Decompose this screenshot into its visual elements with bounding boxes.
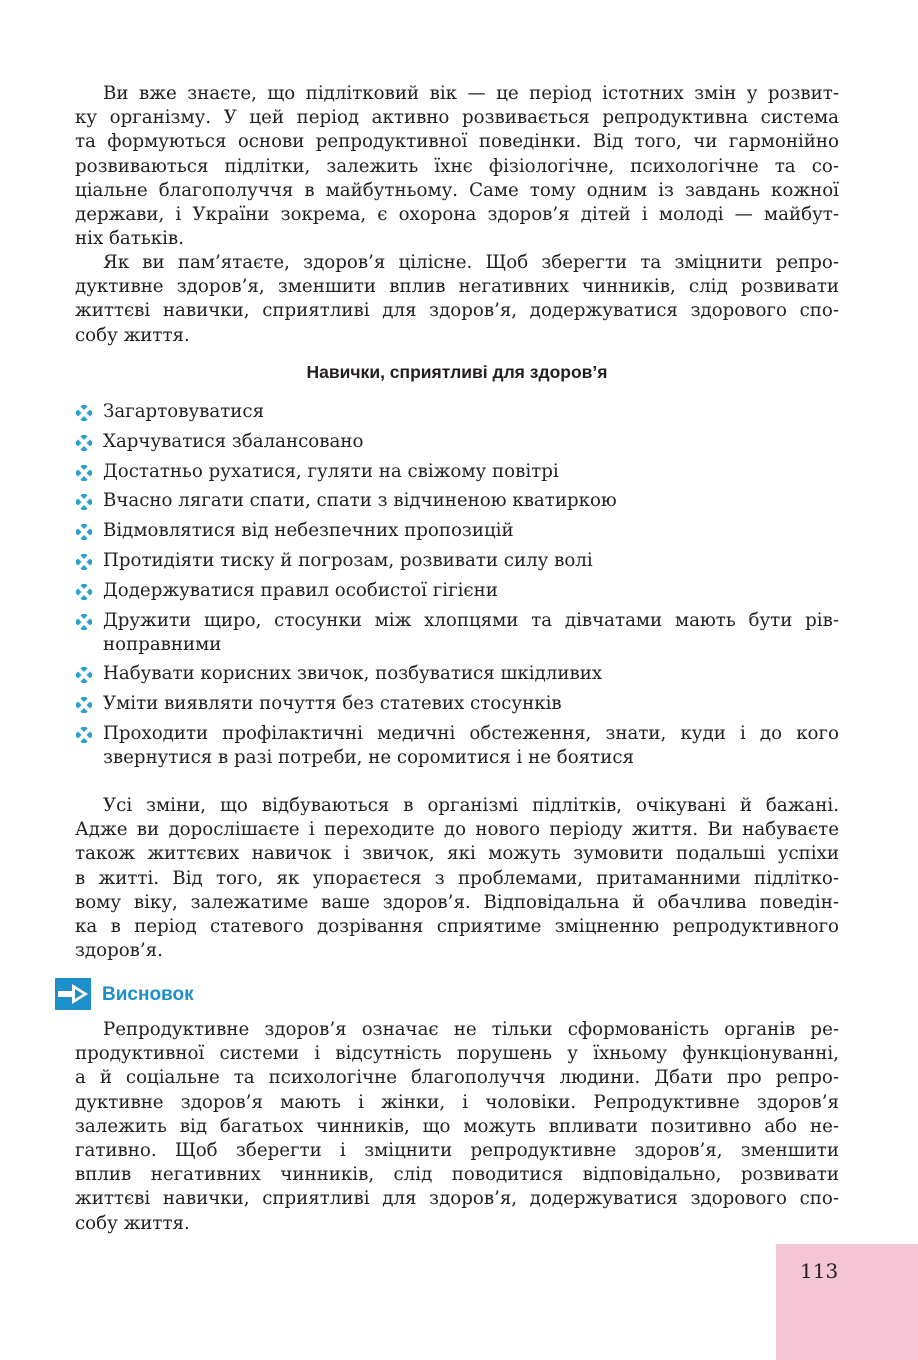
text-line: в житті. Від того, як упораєтеся з проблемами, притаманними підлітко- bbox=[75, 867, 839, 889]
skill-item bbox=[75, 609, 839, 657]
text-line: Ви вже знаєте, що підлітковий вік — це період істотних змін у розвит- bbox=[103, 83, 839, 104]
intro-paragraph bbox=[75, 82, 839, 251]
skill-item bbox=[75, 400, 839, 424]
text-line: Адже ви дорослішаєте і переходите до нового періоду життя. Ви набуваєте bbox=[75, 819, 839, 841]
diamond-cluster-icon bbox=[76, 554, 92, 570]
text-line: життєві навички, сприятливі для здоров’я, додержуватися здорового спо- bbox=[75, 1188, 839, 1210]
text-line: дуктивне здоров’я мають і жінки, і чоловіки. Репродуктивне здоров’я bbox=[75, 1091, 839, 1113]
diamond-cluster-icon bbox=[76, 697, 92, 713]
diamond-cluster-icon bbox=[76, 524, 92, 540]
skills-heading: Навички, сприятливі для здоров’я bbox=[306, 362, 608, 382]
text-line: Репродуктивне здоров’я означає не тільки сформованість органів ре- bbox=[103, 1019, 839, 1040]
skill-text: звернутися в разі потреби, не соромитися і не боятися bbox=[103, 746, 634, 768]
text-line: вому віку, залежатиме ваше здоров’я. Відповідальна й обачлива поведін- bbox=[75, 891, 839, 913]
diamond-cluster-icon bbox=[76, 405, 92, 421]
skills-list bbox=[75, 400, 839, 776]
skill-text: Відмовлятися від небезпечних пропозицій bbox=[103, 520, 514, 542]
page-number: 113 bbox=[800, 1259, 839, 1283]
text-line: Усі зміни, що відбуваються в організмі підлітків, очікувані й бажані. bbox=[103, 795, 839, 816]
skill-item bbox=[75, 519, 839, 543]
diamond-cluster-icon bbox=[76, 494, 92, 510]
skill-text: Протидіяти тиску й погрозам, розвивати силу волі bbox=[103, 549, 593, 571]
skill-item bbox=[75, 489, 839, 513]
skill-text: Уміти виявляти почуття без статевих стосунків bbox=[103, 693, 562, 715]
text-line: дуктивне здоров’я, зменшити вплив негативних чинників, слід розвивати bbox=[75, 276, 839, 298]
conclusion-title: Висновок bbox=[102, 984, 194, 1005]
text-line: держави, і України зокрема, є охорона здоров’я дітей і молоді — майбут- bbox=[75, 203, 839, 225]
text-line: та формуються основи репродуктивної поведінки. Від того, чи гармонійно bbox=[75, 131, 839, 153]
skill-item bbox=[75, 692, 839, 716]
diamond-cluster-icon bbox=[76, 614, 92, 630]
skill-item bbox=[75, 722, 839, 770]
text-line: а й соціальне та психологічне благополуччя людини. Дбати про репро- bbox=[75, 1067, 839, 1089]
skill-text: Набувати корисних звичок, позбуватися шкідливих bbox=[103, 663, 603, 685]
diamond-cluster-icon bbox=[76, 465, 92, 481]
text-line: собу життя. bbox=[75, 1212, 190, 1234]
text-line: розвиваються підлітки, залежить їхнє фізіологічне, психологічне та со- bbox=[75, 155, 839, 177]
text-line: Як ви пам’ятаєте, здоров’я цілісне. Щоб зберегти та зміцнити репро- bbox=[103, 252, 839, 273]
text-line: ку організму. У цей період активно розвивається репродуктивна система bbox=[75, 107, 839, 129]
skill-text: Вчасно лягати спати, спати з відчиненою кватиркою bbox=[103, 490, 617, 512]
conclusion-paragraph bbox=[75, 1018, 839, 1236]
skill-item bbox=[75, 579, 839, 603]
text-line: вплив негативних чинників, слід поводитися відповідально, розвивати bbox=[75, 1164, 839, 1186]
skill-text: Додержуватися правил особистої гігієни bbox=[103, 579, 498, 601]
skill-item bbox=[75, 460, 839, 484]
skill-text: Проходити профілактичні медичні обстеження, знати, куди і до кого bbox=[103, 722, 839, 744]
skill-text: Харчуватися збалансовано bbox=[103, 430, 364, 452]
skill-item bbox=[75, 549, 839, 573]
changes-paragraph bbox=[75, 794, 839, 963]
text-line: продуктивної системи і відсутність порушень у їхньому функціонуванні, bbox=[75, 1043, 839, 1065]
skill-text: Загартовуватися bbox=[103, 401, 265, 422]
text-line: здоров’я. bbox=[75, 940, 163, 962]
diamond-cluster-icon bbox=[76, 435, 92, 451]
text-line: ка в період статевого дозрівання сприятиме зміцненню репродуктивного bbox=[75, 915, 839, 937]
diamond-cluster-icon bbox=[76, 667, 92, 683]
text-line: ніх батьків. bbox=[75, 228, 184, 250]
skill-text: Дружити щиро, стосунки між хлопцями та дівчатами мають бути рів- bbox=[103, 609, 839, 631]
skill-item bbox=[75, 430, 839, 454]
skill-item bbox=[75, 662, 839, 686]
skill-text: Достатньо рухатися, гуляти на свіжому повітрі bbox=[103, 460, 559, 482]
text-line: гативно. Щоб зберегти і зміцнити репродуктивне здоров’я, зменшити bbox=[75, 1139, 839, 1161]
text-line: життєві навички, сприятливі для здоров’я, додержуватися здорового спо- bbox=[75, 300, 839, 322]
text-line: також життєвих навичок і звичок, які можуть зумовити подальші успіхи bbox=[75, 843, 839, 865]
arrow-right-icon bbox=[55, 978, 91, 1010]
intro-paragraph-2 bbox=[75, 251, 839, 348]
diamond-cluster-icon bbox=[76, 584, 92, 600]
text-line: залежить від багатьох чинників, що можуть впливати позитивно або не- bbox=[75, 1115, 839, 1137]
text-line: ціальне благополуччя в майбутньому. Саме тому одним із завдань кожної bbox=[75, 179, 839, 201]
skill-text: ноправними bbox=[103, 633, 222, 655]
page-number-tab bbox=[776, 1244, 918, 1360]
text-line: собу життя. bbox=[75, 324, 190, 346]
diamond-cluster-icon bbox=[76, 727, 92, 743]
